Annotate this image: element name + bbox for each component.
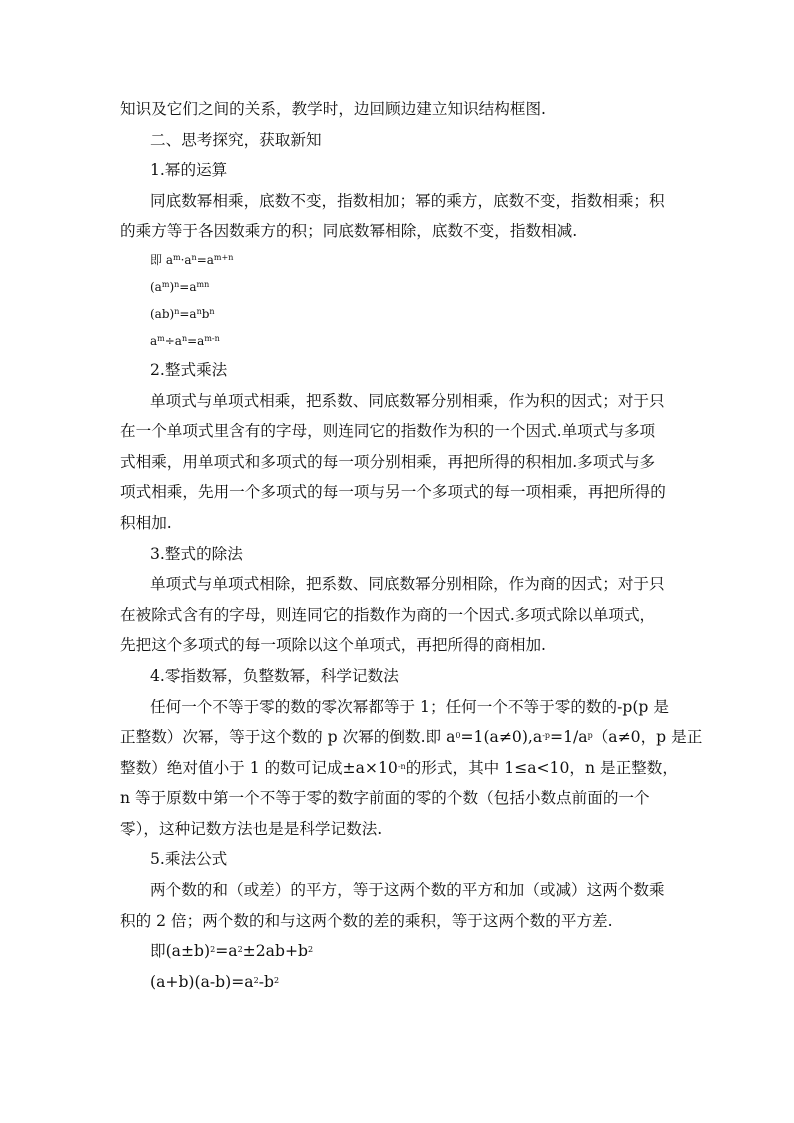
formula-text: =a [196,252,214,267]
formula-quotient-of-powers [120,328,676,355]
exponent: m [172,252,181,262]
paragraph-line: 在被除式含有的字母，则连同它的指数作为商的一个因式.多项式除以单项式， [120,605,656,624]
paragraph-line: 单项式与单项式相乘，把系数、同底数幂分别相乘，作为积的因式；对于只 [150,391,665,410]
exponent: n [174,279,180,289]
subsection-heading-multiplication-formulas: 5.乘法公式 [150,850,228,869]
formula-difference-of-squares [120,967,676,998]
exponent: 2 [253,975,259,985]
inline-text: 正整数）次幂，等于这个数的 p 次幂的倒数.即 a [120,728,456,747]
paragraph-line: 任何一个不等于零的数的零次幂都等于 1；任何一个不等于零的数的-p(p 是 [150,697,669,716]
paragraph-line: 的乘方等于各因数乘方的积；同底数幂相除，底数不变，指数相减. [120,222,578,241]
exponent: 2 [273,975,280,985]
formula-text: ·a [180,252,192,267]
subsection-heading-power-operations: 1.幂的运算 [150,161,228,180]
formula-text: 即 a [150,252,173,267]
formula-product-of-powers [120,247,676,274]
paragraph-line: 积的 2 倍；两个数的和与这两个数的差的乘积，等于这两个数的平方差. [120,911,613,930]
paragraph-line: 先把这个多项式的每一项除以这个单项式，再把所得的商相加. [120,636,546,655]
paragraph-line: 同底数幂相乘，底数不变，指数相加；幂的乘方，底数不变，指数相乘；积 [150,191,665,210]
formula-text: ) [169,279,175,294]
formula-text: a [150,333,158,348]
subsection-heading-polynomial-multiplication: 2.整式乘法 [150,360,228,379]
inline-text: （a≠0，p 是正 [592,728,703,747]
formula-text: -b [258,972,274,991]
formula-text: =a [187,333,205,348]
formula-text: (a+b)(a-b)=a [150,972,254,991]
paragraph-line [120,722,703,753]
subsection-heading-exponents-scientific-notation: 4.零指数幂，负整数幂，科学记数法 [150,666,399,685]
formula-text: ÷a [164,333,182,348]
exponent: mn [196,279,210,289]
formula-text: (ab) [150,306,175,321]
paragraph-line: 单项式与单项式相除，把系数、同底数幂分别相除，作为商的因式；对于只 [150,575,665,594]
paragraph-line: 在一个单项式里含有的字母，则连同它的指数作为积的一个因式.单项式与多项 [120,422,656,441]
inline-text: =1/a [550,728,588,747]
exponent: 2 [210,945,216,955]
exponent: m [161,279,170,289]
paragraph-line: 零），这种记数方法也是是科学记数法. [120,819,383,838]
formula-text: =a [179,279,197,294]
document-body [120,94,703,997]
exponent: n [174,306,180,316]
exponent: m+n [213,252,234,262]
formula-text: (a [150,279,162,294]
formula-power-of-power [120,274,676,301]
paragraph-line: 项式相乘，先用一个多项式的每一项与另一个多项式的每一项相乘，再把所得的 [120,483,666,502]
exponent: p [587,731,593,741]
inline-text: =1(a≠0),a [460,728,543,747]
paragraph-line: 知识及它们之间的关系，教学时，边回顾边建立知识结构框图. [120,100,546,118]
formula-text: ±2ab+b [242,942,308,961]
exponent: n [196,306,202,316]
exponent: m-n [204,333,220,343]
paragraph-line [120,753,676,784]
formula-power-of-product [120,301,676,328]
inline-text: 整数）绝对值小于 1 的数可记成±a×10 [120,758,398,777]
paragraph-line: 式相乘，用单项式和多项式的每一项分别相乘，再把所得的积相加.多项式与多 [120,452,656,471]
section-heading: 二、思考探究，获取新知 [150,130,322,149]
paragraph-line: n 等于原数中第一个不等于零的数字前面的零的个数（包括小数点前面的一个 [120,789,650,808]
formula-text: 即(a±b) [150,942,211,961]
formula-text: b [201,306,210,321]
exponent: m [157,333,165,343]
formula-square-of-sum [120,936,676,967]
exponent: 2 [237,945,243,955]
exponent: 0 [455,731,461,741]
exponent: -p [542,731,551,741]
formula-text: =a [215,942,238,961]
paragraph-line: 两个数的和（或差）的平方，等于这两个数的平方和加（或减）这两个数乘 [150,881,665,900]
exponent: -n [397,761,406,771]
subsection-heading-polynomial-division: 3.整式的除法 [150,544,243,563]
exponent: 2 [308,945,314,955]
inline-text: 的形式，其中 1≤a<10，n 是正整数， [405,758,678,777]
exponent: n [191,252,197,262]
formula-text: =a [179,306,197,321]
exponent: n [181,333,188,343]
exponent: n [209,306,215,316]
paragraph-line: 积相加. [120,513,172,532]
